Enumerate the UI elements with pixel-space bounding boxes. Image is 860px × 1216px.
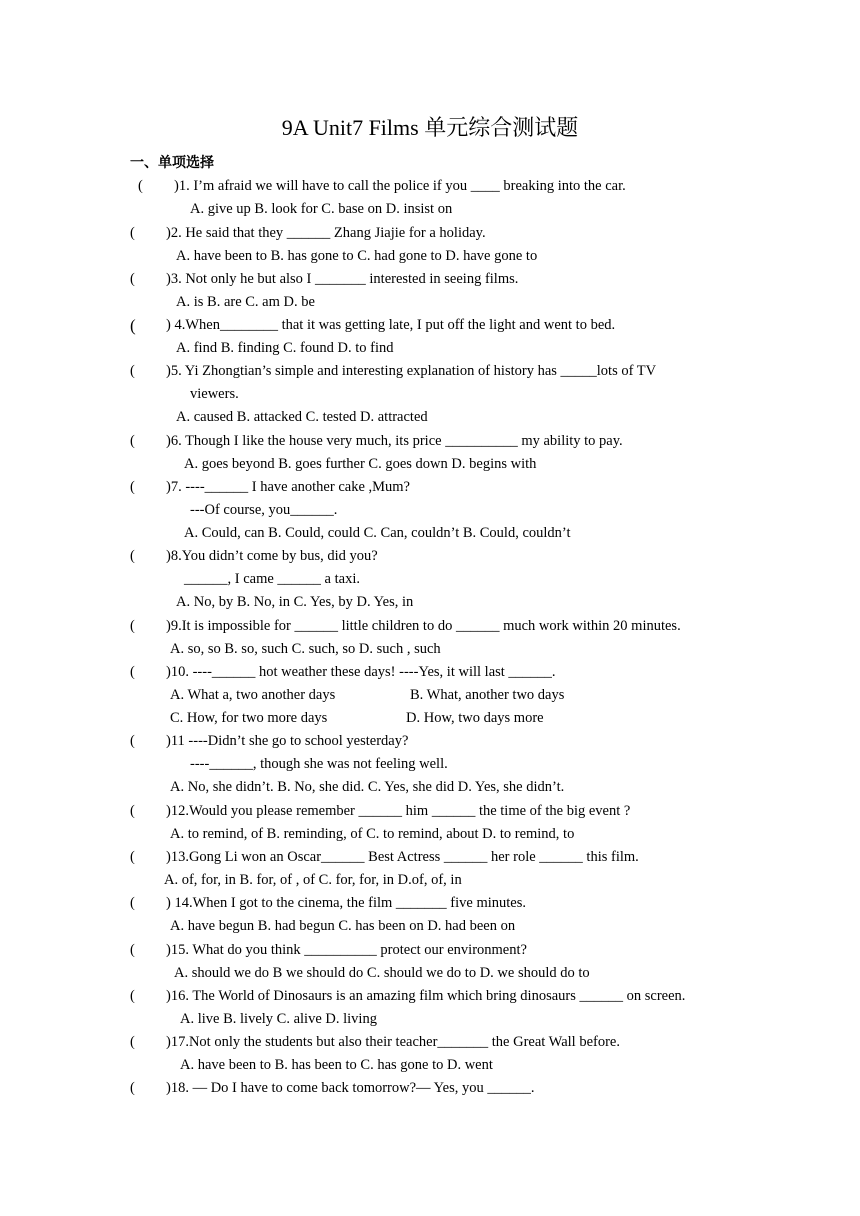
question-line: )12.Would you please remember ______ him ______ the time of the big event ?	[166, 803, 631, 819]
options-line: A. Could, can B. Could, could C. Can, couldn’t B. Could, couldn’t	[184, 525, 571, 541]
options-line: A. live B. lively C. alive D. living	[180, 1011, 377, 1027]
question-line-continued: ----______, though she was not feeling well.	[190, 756, 448, 772]
question-line: ) 4.When________ that it was getting late, I put off the light and went to bed.	[166, 317, 616, 333]
answer-blank-paren: (	[130, 433, 135, 449]
question-line: )7. ----______ I have another cake ,Mum?	[166, 479, 410, 495]
options-line: A. have begun B. had begun C. has been on D. had been on	[170, 918, 516, 934]
answer-blank-paren: (	[138, 178, 143, 194]
answer-blank-paren: (	[130, 316, 136, 335]
question-line: )15. What do you think __________ protect our environment?	[166, 942, 527, 958]
option-a: A. What a, two another days	[170, 687, 336, 703]
question-line: )17.Not only the students but also their teacher_______ the Great Wall before.	[166, 1034, 620, 1050]
options-line: A. to remind, of B. reminding, of C. to remind, about D. to remind, to	[170, 826, 575, 842]
answer-blank-paren: (	[130, 1080, 135, 1096]
answer-blank-paren: (	[130, 803, 135, 819]
question-line-continued: ---Of course, you______.	[190, 502, 338, 518]
question-line: )6. Though I like the house very much, its price __________ my ability to pay.	[166, 433, 623, 449]
answer-blank-paren: (	[130, 271, 135, 287]
answer-blank-paren: (	[130, 988, 135, 1004]
options-line: A. should we do B we should do C. should we do to D. we should do to	[174, 965, 590, 981]
answer-blank-paren: (	[130, 849, 135, 865]
options-line: A. No, she didn’t. B. No, she did. C. Yes, she did D. Yes, she didn’t.	[170, 779, 565, 795]
options-line: A. is B. are C. am D. be	[176, 294, 315, 310]
answer-blank-paren: (	[130, 363, 135, 379]
answer-blank-paren: (	[130, 479, 135, 495]
page-title: 9A Unit7 Films 单元综合测试题	[281, 115, 579, 140]
section-heading: 一、单项选择	[130, 155, 214, 171]
question-line: )13.Gong Li won an Oscar______ Best Actress ______ her role ______ this film.	[166, 849, 639, 865]
option-b: B. What, another two days	[410, 687, 565, 703]
options-line: A. find B. finding C. found D. to find	[176, 340, 394, 356]
answer-blank-paren: (	[130, 733, 135, 749]
answer-blank-paren: (	[130, 1034, 135, 1050]
question-line: )2. He said that they ______ Zhang Jiajie for a holiday.	[166, 225, 486, 241]
answer-blank-paren: (	[130, 664, 135, 680]
options-line: A. so, so B. so, such C. such, so D. such , such	[170, 641, 441, 657]
options-line: A. of, for, in B. for, of , of C. for, for, in D.of, of, in	[164, 872, 462, 888]
options-line: A. have been to B. has gone to C. had gone to D. have gone to	[176, 248, 538, 264]
question-line: )8.You didn’t come by bus, did you?	[166, 548, 378, 564]
question-line: )18. — Do I have to come back tomorrow?— Yes, you ______.	[166, 1080, 535, 1096]
question-line: ) 14.When I got to the cinema, the film _______ five minutes.	[166, 895, 527, 911]
options-line: A. have been to B. has been to C. has gone to D. went	[180, 1057, 493, 1073]
question-line: )1. I’m afraid we will have to call the police if you ____ breaking into the car.	[174, 178, 626, 194]
options-line: A. give up B. look for C. base on D. insist on	[190, 201, 453, 217]
question-line: )10. ----______ hot weather these days! ----Yes, it will last ______.	[166, 664, 556, 680]
options-line: A. caused B. attacked C. tested D. attracted	[176, 409, 428, 425]
answer-blank-paren: (	[130, 225, 135, 241]
answer-blank-paren: (	[130, 548, 135, 564]
answer-blank-paren: (	[130, 618, 135, 634]
options-line: A. goes beyond B. goes further C. goes down D. begins with	[184, 456, 537, 472]
question-line: )9.It is impossible for ______ little children to do ______ much work within 20 minutes.	[166, 618, 681, 634]
option-d: D. How, two days more	[406, 710, 544, 726]
options-line: A. No, by B. No, in C. Yes, by D. Yes, in	[176, 594, 414, 610]
answer-blank-paren: (	[130, 942, 135, 958]
question-line: )5. Yi Zhongtian’s simple and interesting explanation of history has _____lots of TV	[166, 363, 657, 379]
question-line: )11 ----Didn’t she go to school yesterday?	[166, 733, 409, 749]
question-line-continued: viewers.	[190, 386, 239, 402]
answer-blank-paren: (	[130, 895, 135, 911]
question-line: )3. Not only he but also I _______ interested in seeing films.	[166, 271, 519, 287]
option-c: C. How, for two more days	[170, 710, 328, 726]
question-line: )16. The World of Dinosaurs is an amazing film which bring dinosaurs ______ on screen.	[166, 988, 686, 1004]
question-line-continued: ______, I came ______ a taxi.	[184, 571, 360, 587]
